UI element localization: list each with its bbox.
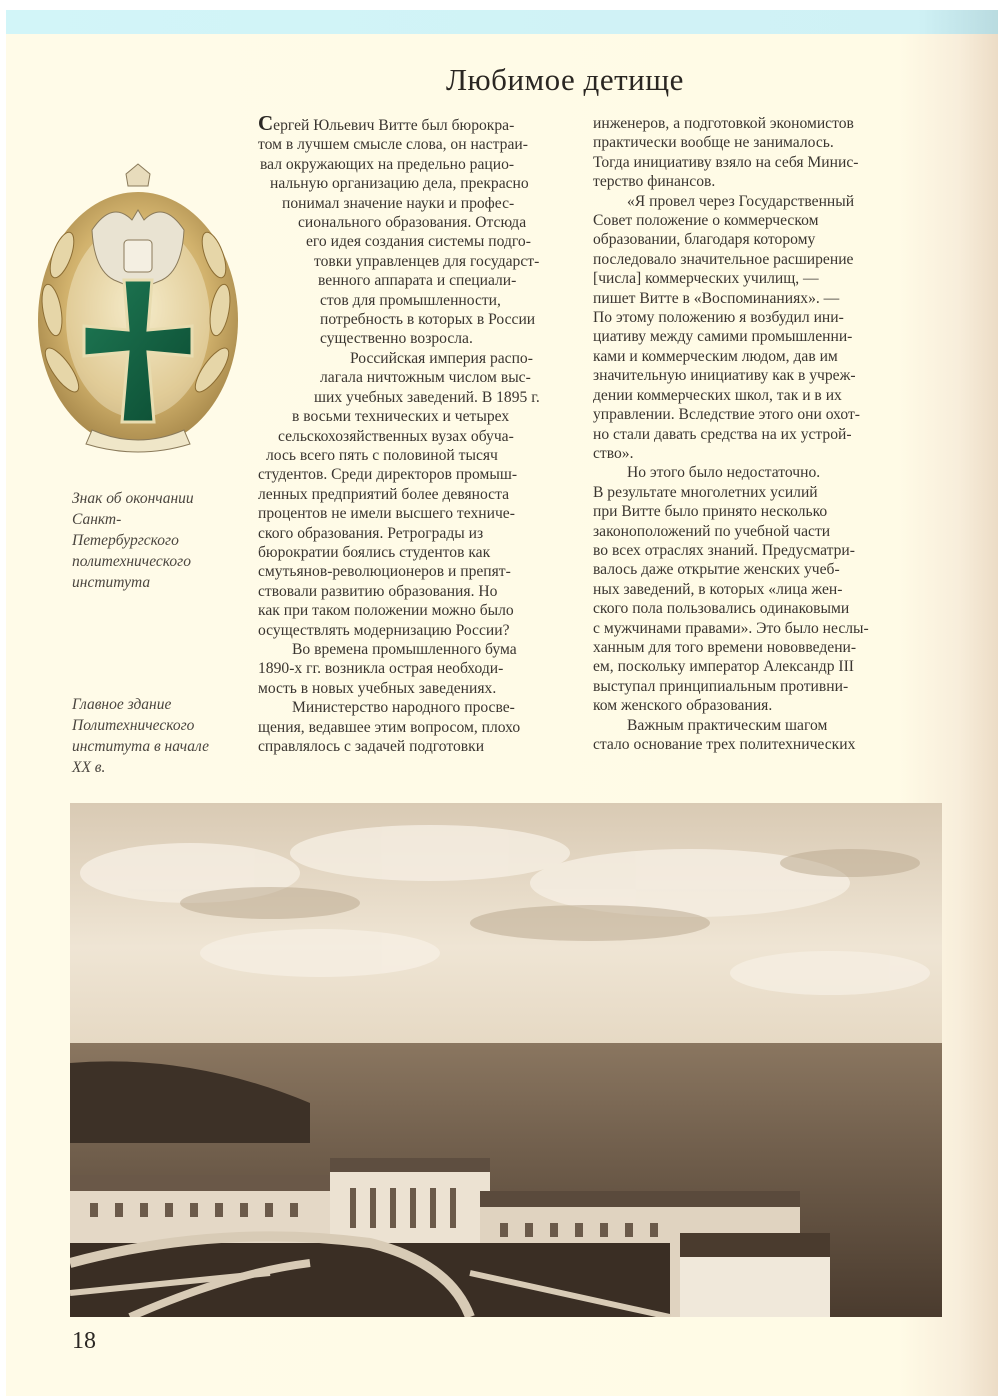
badge-caption: Знак об окончании Санкт- Петербургского политехнического института <box>72 490 194 591</box>
text-line: ского пола пользовались одинаковыми <box>593 600 850 618</box>
text-line: ками и коммерческим людом, дав им <box>593 347 838 365</box>
text-line: ленных предприятий более девяноста <box>258 485 510 503</box>
text-line: понимал значение науки и профес- <box>282 194 515 212</box>
text-line: Министерство народного просве- <box>292 699 515 717</box>
text-line: его идея создания системы подго- <box>306 233 531 251</box>
text-line: значительную инициативу как в учреж- <box>593 367 856 385</box>
text-line: в восьми технических и четырех <box>292 408 510 426</box>
text-line: выступал принципиальным противни- <box>593 677 849 695</box>
text-line: 1890-х гг. возникла острая необходи- <box>258 660 504 678</box>
text-line: ших учебных заведений. В 1895 г. <box>314 388 540 406</box>
article-column-1 <box>258 111 578 756</box>
text-line: ком женского образования. <box>593 697 773 715</box>
text-line: ханным для того времени нововведени- <box>593 638 857 656</box>
text-line: товки управленцев для государст- <box>314 252 540 270</box>
text-line: ных заведений, в которых «лица жен- <box>593 580 843 598</box>
text-line: ем, поскольку император Александр III <box>593 658 854 676</box>
text-line: Сергей Юльевич Витте был бюрокра- <box>258 111 515 135</box>
page-title: Любимое детище <box>446 62 684 97</box>
text-line: процентов не имели высшего техниче- <box>258 505 515 523</box>
text-line: смутьянов-революционеров и препят- <box>258 563 511 581</box>
text-line: с мужчинами правами». Это было неслы- <box>593 619 869 637</box>
text-line: ского образования. Ретрограды из <box>258 524 484 542</box>
text-line: ство». <box>593 444 634 462</box>
text-line: стало основание трех политехнических <box>593 736 856 753</box>
text-line: как при таком положении можно было <box>258 602 514 620</box>
text-line: образовании, благодаря которому <box>593 231 816 249</box>
text-line: Во времена промышленного бума <box>292 640 517 658</box>
text-line: вал окружающих на предельно рацио- <box>260 155 515 173</box>
photo-caption: Главное здание Политехнического института в начале XX в. <box>72 696 209 776</box>
text-line: во всех отраслях знаний. Предусматри- <box>593 541 855 559</box>
text-line: валось даже открытие женских учеб- <box>593 561 840 579</box>
text-line: последовало значительное расширение <box>593 250 854 268</box>
text-line: «Я провел через Государственный <box>627 192 855 210</box>
text-line: студентов. Среди директоров промыш- <box>258 466 518 484</box>
text-line: существенно возросла. <box>320 330 473 348</box>
text-line: По этому положению я возбудил ини- <box>593 309 844 327</box>
text-line: нальную организацию дела, прекрасно <box>270 175 529 193</box>
text-line: стов для промышленности, <box>320 291 501 309</box>
text-line: [числа] коммерческих училищ, — <box>593 270 819 288</box>
text-line: циативу между самими промышленни- <box>593 328 853 346</box>
text-line: щения, ведавшее этим вопросом, плохо <box>258 718 521 736</box>
page-number: 18 <box>72 1328 96 1354</box>
text-line: лось всего пять с половиной тысяч <box>266 446 498 464</box>
graduation-badge-image <box>32 160 244 456</box>
text-line: Важным практическим шагом <box>627 716 828 734</box>
text-line: но стали давать средства на их устрой- <box>593 425 852 443</box>
text-line: Российская империя распо- <box>350 349 533 367</box>
text-line: лагала ничтожным числом выс- <box>320 369 531 387</box>
text-line: мость в новых учебных заведениях. <box>258 679 497 697</box>
text-line: В результате многолетних усилий <box>593 483 818 501</box>
text-line: при Витте было принято несколько <box>593 503 828 521</box>
text-line: потребность в которых в России <box>320 311 536 329</box>
text-line: справлялось с задачей подготовки <box>258 738 485 755</box>
text-line: Совет положение о коммерческом <box>593 212 819 230</box>
text-line: сельскохозяйственных вузах обуча- <box>278 427 514 445</box>
text-line: Но этого было недостаточно. <box>627 464 821 482</box>
text-line: бюрократии боялись студентов как <box>258 543 491 561</box>
text-line: пишет Витте в «Воспоминаниях». — <box>593 289 840 307</box>
book-page <box>6 10 998 1396</box>
text-line: ствовали развитию образования. Но <box>258 582 498 600</box>
drop-cap: С <box>258 111 274 135</box>
main-building-photo <box>70 803 942 1317</box>
text-line: практически вообще не занималось. <box>593 134 834 152</box>
text-line: терство финансов. <box>593 173 716 191</box>
text-line: том в лучшем смысле слова, он настраи- <box>258 136 528 154</box>
text-line: инженеров, а подготовкой экономистов <box>593 115 854 132</box>
top-color-band <box>6 10 998 34</box>
text-line: законоположений по учебной части <box>593 522 831 540</box>
text-line: управлении. Вследствие этого они охот- <box>593 406 860 424</box>
text-line: Тогда инициативу взяло на себя Минис- <box>593 153 859 171</box>
text-line: осуществлять модернизацию России? <box>258 621 510 639</box>
text-line: венного аппарата и специали- <box>318 272 517 290</box>
text-line: дении коммерческих школ, так и в их <box>593 386 842 404</box>
article-column-2 <box>593 114 933 754</box>
text-line: сионального образования. Отсюда <box>298 214 527 232</box>
